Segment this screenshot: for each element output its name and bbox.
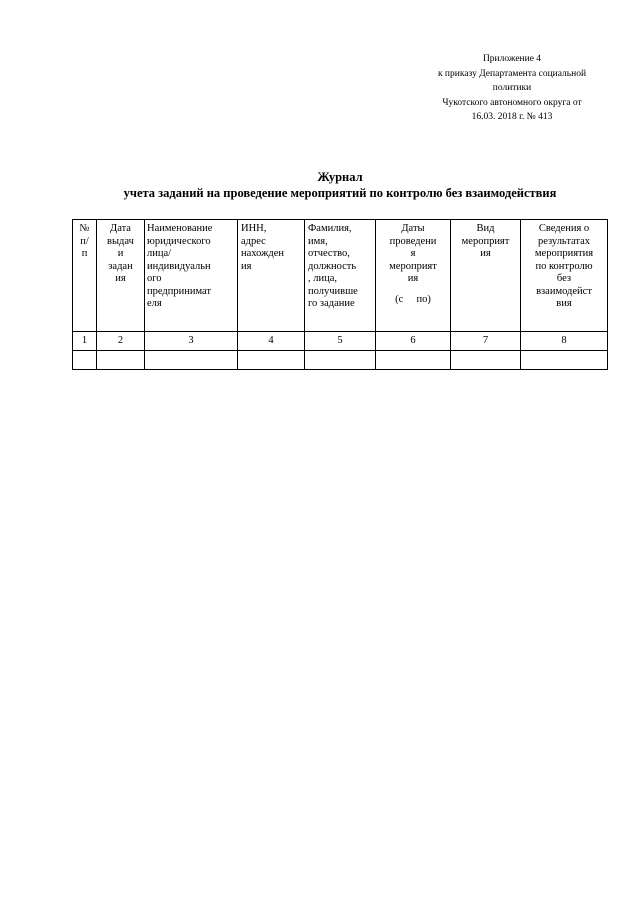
appendix-note xyxy=(422,52,602,125)
empty-cell xyxy=(376,351,451,370)
appendix-line: к приказу Департамента социальной xyxy=(437,68,587,79)
column-number: 1 xyxy=(73,332,97,351)
document-subtitle: учета заданий на проведение мероприятий по контролю без взаимодействия xyxy=(123,186,557,200)
empty-cell xyxy=(73,351,97,370)
empty-cell xyxy=(145,351,238,370)
header-cell: Сведения о результатах мероприятия по контролю без взаимодейст вия xyxy=(534,223,594,309)
table-header-row xyxy=(73,220,608,332)
appendix-line: 16.03. 2018 г. № 413 xyxy=(471,112,553,122)
header-cell: Дата выдач и задан ия xyxy=(107,223,134,284)
document-title: Журнал xyxy=(317,170,363,184)
column-number: 2 xyxy=(97,332,145,351)
header-cell: Фамилия, имя, отчество, должность , лица, получивше го задание xyxy=(308,223,358,309)
appendix-line: Чукотского автономного округа от xyxy=(442,97,582,108)
column-number: 3 xyxy=(145,332,238,351)
column-number: 6 xyxy=(376,332,451,351)
empty-cell xyxy=(451,351,521,370)
empty-cell xyxy=(97,351,145,370)
dates-range-label: (с по) xyxy=(395,293,431,305)
column-number: 7 xyxy=(451,332,521,351)
column-number: 5 xyxy=(305,332,376,351)
table-number-row xyxy=(73,332,608,351)
header-cell: Вид мероприят ия xyxy=(461,223,510,259)
column-number: 4 xyxy=(238,332,305,351)
appendix-line: Приложение 4 xyxy=(482,54,542,64)
header-cell: Даты проведени я мероприят ия xyxy=(389,223,437,284)
header-cell: ИНН, адрес нахожден ия xyxy=(241,223,284,272)
empty-cell xyxy=(305,351,376,370)
empty-cell xyxy=(238,351,305,370)
table-row xyxy=(73,351,608,370)
appendix-line: политики xyxy=(492,83,532,93)
header-cell: № п/ п xyxy=(79,223,90,259)
column-number: 8 xyxy=(521,332,608,351)
empty-cell xyxy=(521,351,608,370)
journal-table xyxy=(72,219,608,370)
header-cell: Наименование юридического лица/ индивидуальн ого предпринимат еля xyxy=(147,223,213,309)
